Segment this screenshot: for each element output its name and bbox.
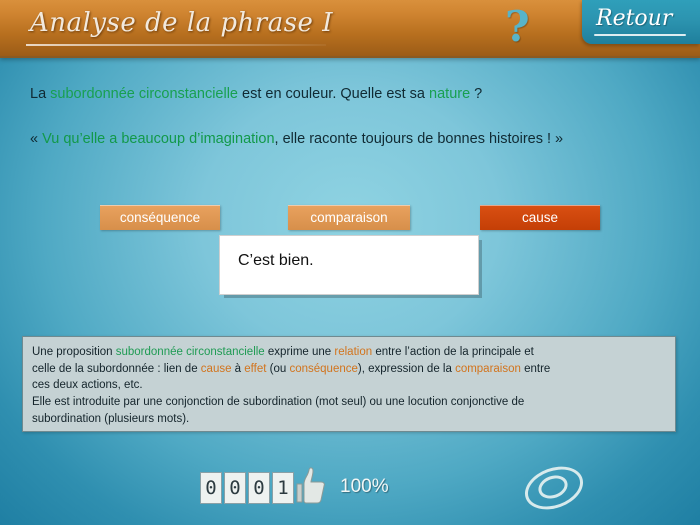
answer-button-consequence[interactable]: conséquence [100, 205, 220, 230]
thumbs-up-icon [288, 462, 334, 508]
sentence-rest: , elle raconte toujours de bonnes histoires ! » [274, 131, 564, 147]
score-percentage: 100% [340, 476, 389, 497]
counter-digit: 0 [200, 472, 222, 504]
explanation-l1-green: subordonnée circonstancielle [115, 346, 265, 358]
sentence-open-quote: « [30, 131, 43, 147]
title-underline [26, 44, 326, 46]
explanation-l1-c: entre l’action de la principale et [372, 346, 534, 358]
return-underline [594, 34, 686, 36]
help-icon[interactable]: ? [505, 2, 530, 51]
explanation-l2-c: (ou [266, 362, 290, 375]
answer-options [0, 205, 700, 231]
counter-digit: 0 [224, 472, 246, 504]
score-counter [200, 472, 296, 502]
question-highlight-2: nature [429, 86, 471, 102]
explanation-box [22, 336, 676, 432]
explanation-l2-e: entre [520, 362, 551, 375]
question-text [30, 84, 670, 106]
answer-button-comparaison[interactable]: comparaison [288, 205, 410, 230]
return-button[interactable] [582, 0, 700, 44]
explanation-l2-a: celle de la subordonnée : lien de [32, 362, 201, 375]
counter-digit: 1 [272, 472, 294, 504]
explanation-l2-orange-2: effet [244, 362, 267, 375]
explanation-l3: ces deux actions, etc. [32, 379, 143, 392]
explanation-l2-orange-1: cause [200, 362, 232, 375]
explanation-l2-orange-3: conséquence [289, 362, 358, 375]
answer-button-cause[interactable]: cause [480, 205, 600, 230]
explanation-l4: Elle est introduite par une conjonction de subordination (mot seul) ou une locution conjonctive de [32, 396, 525, 409]
header-bar [0, 0, 700, 58]
explanation-l5: subordination (plusieurs mots). [32, 412, 190, 425]
feedback-message: C’est bien. [238, 252, 314, 269]
sentence-text [30, 128, 660, 151]
explanation-l1-b: exprime une [264, 346, 335, 358]
explanation-text [23, 337, 675, 434]
question-part-2: est en couleur. Quelle est sa [238, 86, 430, 102]
return-button-label: Retour [596, 6, 673, 31]
sentence-highlight: Vu qu’elle a beaucoup d’imagination [42, 131, 275, 147]
explanation-l2-orange-4: comparaison [455, 362, 521, 375]
explanation-l2-b: à [231, 362, 245, 375]
question-highlight-1: subordonnée circonstancielle [50, 86, 238, 102]
question-part-3: ? [470, 86, 483, 102]
feedback-popup[interactable] [219, 235, 479, 295]
ellipse-logo-icon[interactable] [524, 462, 580, 508]
explanation-l2-d: ), expression de la [357, 362, 456, 375]
page-title: Analyse de la phrase I [30, 8, 333, 38]
counter-digit: 0 [248, 472, 270, 504]
explanation-l1-a: Une proposition [32, 346, 116, 358]
explanation-l1-orange: relation [334, 346, 373, 358]
question-part-1: La [30, 86, 51, 102]
